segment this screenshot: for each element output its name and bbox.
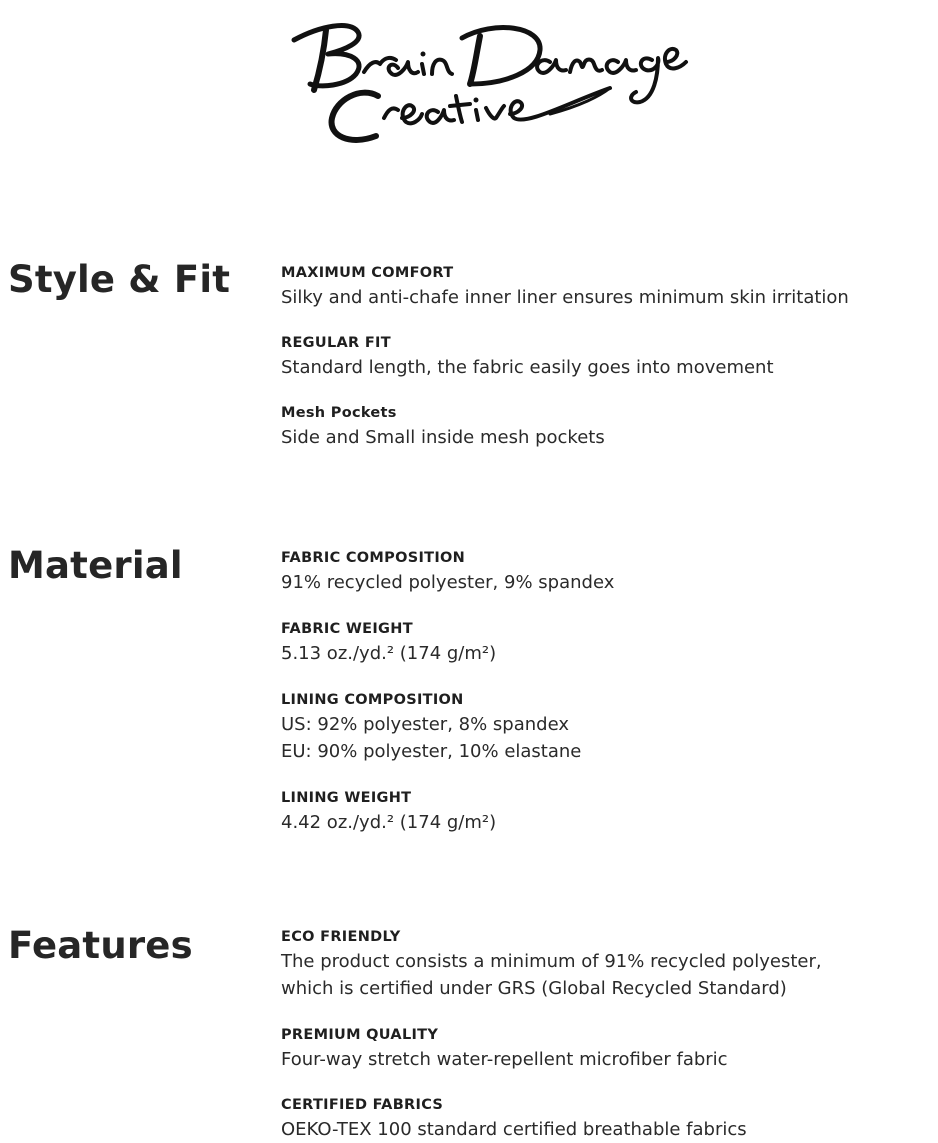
spec-item [281,1026,728,1073]
spec-text: 5.13 oz./yd.² (174 g/m²) [281,643,497,664]
section-title: Features [8,924,193,967]
spec-label: REGULAR FIT [281,335,391,351]
spec-text: Standard length, the fabric easily goes into movement [281,357,774,378]
spec-label: ECO FRIENDLY [281,929,401,945]
brand-logo [280,6,700,156]
spec-text: EU: 90% polyester, 10% elastane [281,741,582,762]
spec-item [281,928,822,1002]
spec-text: OEKO-TEX 100 standard certified breathable fabrics [281,1119,747,1140]
spec-label: LINING COMPOSITION [281,692,464,708]
spec-text: Silky and anti-chafe inner liner ensures minimum skin irritation [281,287,849,308]
spec-text: which is certified under GRS (Global Recycled Standard) [281,978,787,999]
brain-damage-creative-logo-icon [280,6,700,156]
spec-item [281,334,774,381]
spec-item [281,549,614,596]
spec-text: Side and Small inside mesh pockets [281,427,605,448]
spec-text: Four-way stretch water-repellent microfiber fabric [281,1049,728,1070]
spec-item [281,264,849,311]
spec-text: US: 92% polyester, 8% spandex [281,714,569,735]
spec-text: 4.42 oz./yd.² (174 g/m²) [281,812,497,833]
spec-text: 91% recycled polyester, 9% spandex [281,572,615,593]
spec-item [281,691,581,765]
section-title: Style & Fit [8,258,231,301]
spec-label: FABRIC COMPOSITION [281,550,466,566]
spec-item [281,620,496,667]
spec-text: The product consists a minimum of 91% recycled polyester, [281,951,822,972]
spec-label: MAXIMUM COMFORT [281,265,454,281]
spec-label: CERTIFIED FABRICS [281,1097,444,1113]
spec-label: Mesh Pockets [281,405,397,421]
spec-item [281,1096,747,1143]
section-title: Material [8,544,183,587]
spec-label: LINING WEIGHT [281,790,412,806]
spec-label: FABRIC WEIGHT [281,621,413,637]
spec-label: PREMIUM QUALITY [281,1027,439,1043]
spec-item [281,404,605,451]
spec-item [281,789,496,836]
